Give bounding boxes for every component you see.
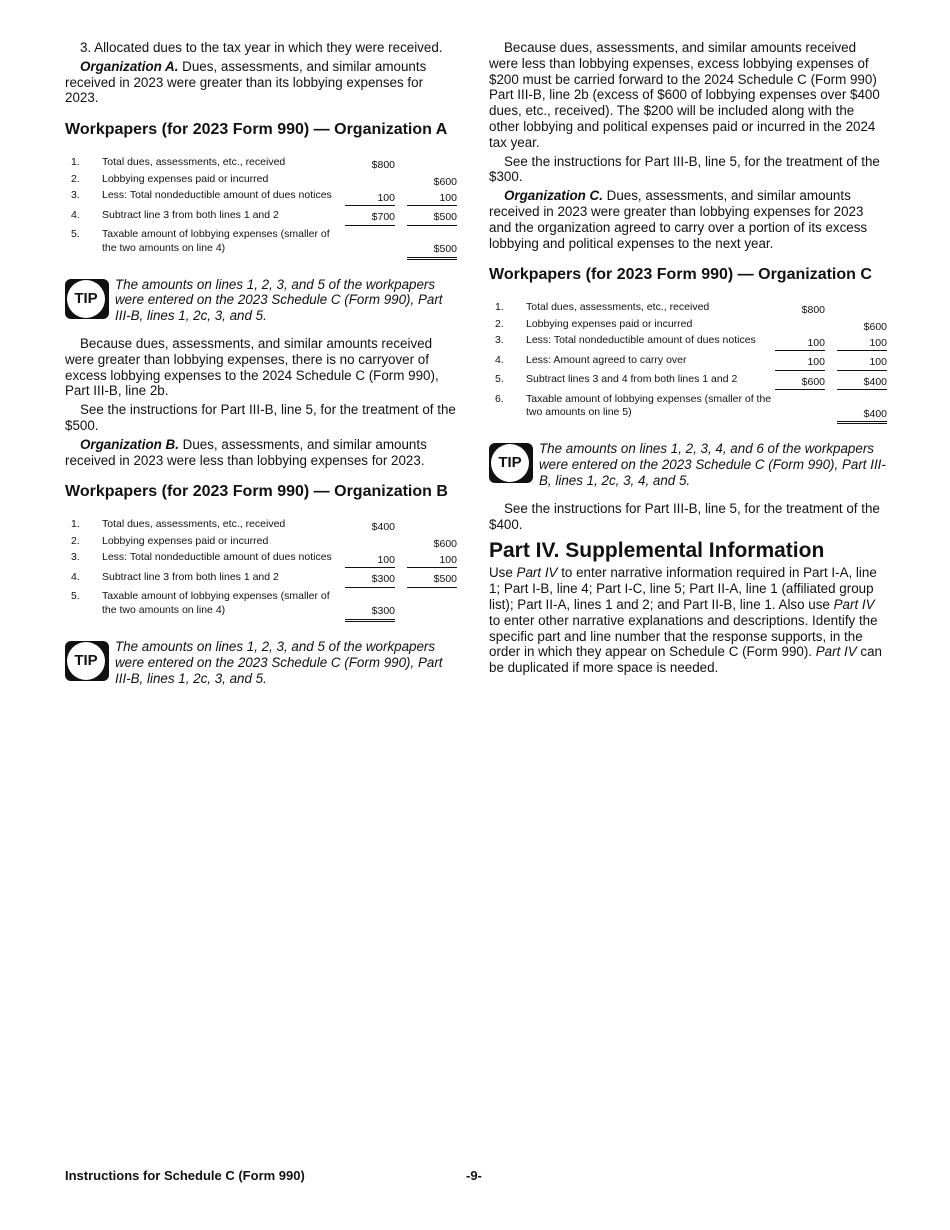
- excess-carryforward-paragraph: Because dues, assessments, and similar amounts received were less than lobbying expenses, excess lobbying expenses of $200 must be carried forward to the 2024 Schedule C (Form 990) Part III-B, line 2b (excess of $600 of lobbying expenses over $400 dues, etc., received). The $200 will be included along with the other lobbying and political expenses paid or incurred in the 2024 tax year.: [489, 40, 880, 150]
- line-description: Less: Amount agreed to carry over: [526, 353, 687, 366]
- amount-col1: $400: [371, 521, 395, 534]
- amount-col1: 100: [345, 551, 395, 568]
- line-description: Subtract line 3 from both lines 1 and 2: [102, 208, 279, 221]
- table-row: [489, 318, 887, 335]
- workpapers-c-table: [489, 301, 887, 424]
- line-description: Subtract line 3 from both lines 1 and 2: [102, 570, 279, 583]
- line-number: 2.: [71, 534, 80, 547]
- line-description: Less: Total nondeductible amount of dues notices: [526, 334, 756, 347]
- part-iv-paragraph: [489, 565, 887, 676]
- org-b-label: Organization B.: [80, 436, 179, 452]
- part-iv-text: Use: [489, 565, 517, 581]
- amount-col1: 100: [345, 189, 395, 206]
- part-iv-ref: Part IV: [815, 644, 857, 660]
- org-b-text: Dues, assessments, and similar amounts received in 2023 were less than lobbying expenses for 2023.: [65, 436, 427, 468]
- table-row: [65, 225, 457, 258]
- amount-col1: $300: [345, 587, 395, 620]
- tip-icon: [489, 443, 533, 483]
- tip-box-b: [65, 639, 457, 686]
- see-instructions-c: See the instructions for Part III-B, line 5, for the treatment of the $400.: [489, 500, 880, 532]
- line-number: 5.: [71, 228, 80, 241]
- line-description: Less: Total nondeductible amount of dues notices: [102, 551, 332, 564]
- part-iv-text: to enter other narrative explanations and descriptions. Identify the specific part and line number that the response supports, in the order in which they appear on Schedule C (Form 990).: [489, 612, 878, 660]
- org-a-paragraph: [65, 59, 457, 106]
- line-number: 4.: [71, 570, 80, 583]
- amount-col2: $600: [433, 175, 457, 188]
- workpapers-b-table: [65, 518, 457, 622]
- amount-col1: 100: [775, 334, 825, 351]
- tip-icon: [65, 641, 109, 681]
- amount-col2: $500: [407, 568, 457, 588]
- org-c-label: Organization C.: [504, 188, 603, 204]
- table-row: [65, 551, 457, 568]
- table-row: [65, 173, 457, 190]
- amount-col1: [345, 535, 395, 552]
- line-description: Lobbying expenses paid or incurred: [526, 317, 693, 330]
- org-b-paragraph: [65, 437, 457, 469]
- org-c-paragraph: [489, 188, 887, 251]
- part-iv-text: can be duplicated if more space is needed.: [489, 644, 882, 676]
- line-number: 3.: [71, 551, 80, 564]
- right-column: [489, 40, 887, 679]
- left-column: [65, 40, 457, 698]
- amount-col1: $800: [801, 304, 825, 317]
- page-number: -9-: [466, 1168, 482, 1183]
- amount-col1: [775, 318, 825, 335]
- tip-text: The amounts on lines 1, 2, 3, and 5 of the workpapers were entered on the 2023 Schedule C (Form 990), Part III-B, lines 1, 2c, 3, and 5.: [115, 638, 443, 686]
- line-number: 5.: [71, 590, 80, 603]
- amount-col1: $700: [345, 206, 395, 226]
- line-number: 2.: [495, 317, 504, 330]
- see-instructions-b: See the instructions for Part III-B, line 5, for the treatment of the $300.: [489, 153, 880, 185]
- amount-col2: [837, 301, 887, 318]
- amount-col1: $300: [345, 568, 395, 588]
- line-description: Lobbying expenses paid or incurred: [102, 534, 269, 547]
- line-description: Subtract lines 3 and 4 from both lines 1 and 2: [526, 373, 738, 386]
- line-number: 4.: [495, 353, 504, 366]
- table-row: [489, 370, 887, 390]
- amount-col2: 100: [837, 334, 887, 351]
- allocated-dues-item: 3. Allocated dues to the tax year in which they were received.: [80, 40, 443, 55]
- org-c-text: Dues, assessments, and similar amounts received in 2023 were greater than lobbying expenses for 2023 and the organization agreed to carry over a portion of its excess lobbying and political expenses to the next year.: [489, 188, 868, 251]
- line-description: Total dues, assessments, etc., received: [102, 156, 286, 169]
- footer-title: Instructions for Schedule C (Form 990): [65, 1168, 305, 1183]
- amount-col2: [407, 587, 457, 620]
- carryover-paragraph: Because dues, assessments, and similar amounts received were greater than lobbying expenses, there is no carryover of excess lobbying expenses to the 2024 Schedule C (Form 990), Part III-B, line 2b.: [65, 336, 439, 399]
- line-number: 4.: [71, 208, 80, 221]
- line-number: 3.: [71, 189, 80, 202]
- line-description: Total dues, assessments, etc., received: [526, 301, 710, 314]
- table-row: [489, 351, 887, 371]
- part-iv-text: to enter narrative information required in Part I-A, line 1; Part I-B, line 4; Part I-C, line 5; Part II-A, line 1 (affiliated group list); Part II-A, lines 1 and 2; and Part II-B, line 1. Also use: [489, 565, 877, 612]
- org-a-label: Organization A.: [80, 58, 179, 74]
- tip-box-c: [489, 441, 887, 488]
- table-row: [65, 518, 457, 535]
- line-description: Taxable amount of lobbying expenses (smaller of the two amounts on line 4): [102, 590, 330, 616]
- tip-icon-label: TIP: [67, 642, 105, 680]
- amount-col2: [407, 518, 457, 535]
- line-description: Total dues, assessments, etc., received: [102, 518, 286, 531]
- table-row: [65, 568, 457, 588]
- line-number: 1.: [71, 156, 80, 169]
- line-description: Taxable amount of lobbying expenses (smaller of the two amounts on line 4): [102, 228, 330, 254]
- table-row: [65, 535, 457, 552]
- tip-icon-label: TIP: [491, 444, 529, 482]
- table-row: [65, 206, 457, 226]
- amount-col1: [345, 173, 395, 190]
- part-iv-heading: Part IV. Supplemental Information: [489, 539, 825, 563]
- amount-col2: $600: [433, 537, 457, 550]
- workpapers-a-heading: Workpapers (for 2023 Form 990) — Organization A: [65, 121, 448, 139]
- line-description: Lobbying expenses paid or incurred: [102, 172, 269, 185]
- table-row: [489, 390, 887, 423]
- part-iv-ref: Part IV: [516, 565, 558, 581]
- table-row: [65, 156, 457, 173]
- amount-col1: [345, 225, 395, 258]
- amount-col1: $800: [371, 159, 395, 172]
- org-a-text: Dues, assessments, and similar amounts received in 2023 were greater than its lobbying expenses for 2023.: [65, 58, 427, 106]
- amount-col2: 100: [407, 189, 457, 206]
- amount-col2: $400: [837, 370, 887, 390]
- tip-text: The amounts on lines 1, 2, 3, 4, and 6 of the workpapers were entered on the 2023 Schedule C (Form 990), Part III-B, lines 1, 2c, 3, 4, and 5.: [539, 441, 886, 488]
- workpapers-c-heading: Workpapers (for 2023 Form 990) — Organization C: [489, 266, 872, 284]
- line-number: 3.: [495, 334, 504, 347]
- line-number: 6.: [495, 392, 504, 405]
- amount-col2: $500: [407, 225, 457, 258]
- line-number: 1.: [495, 301, 504, 314]
- line-number: 1.: [71, 518, 80, 531]
- line-description: Less: Total nondeductible amount of dues notices: [102, 189, 332, 202]
- amount-col2: $500: [407, 206, 457, 226]
- amount-col1: [775, 390, 825, 423]
- amount-col2: 100: [407, 551, 457, 568]
- tip-icon: [65, 279, 109, 319]
- amount-col1: 100: [775, 351, 825, 371]
- amount-col2: [407, 156, 457, 173]
- table-row: [489, 334, 887, 351]
- tip-text: The amounts on lines 1, 2, 3, and 5 of the workpapers were entered on the 2023 Schedule C (Form 990), Part III-B, lines 1, 2c, 3, and 5.: [115, 276, 443, 324]
- table-row: [489, 301, 887, 318]
- workpapers-a-table: [65, 156, 457, 260]
- tip-box-a: [65, 277, 457, 324]
- workpapers-b-heading: Workpapers (for 2023 Form 990) — Organization B: [65, 483, 448, 501]
- table-row: [65, 587, 457, 620]
- part-iv-ref: Part IV: [833, 596, 875, 612]
- amount-col1: $600: [775, 370, 825, 390]
- amount-col2: $400: [837, 390, 887, 423]
- see-instructions-a: See the instructions for Part III-B, line 5, for the treatment of the $500.: [65, 402, 456, 434]
- line-description: Taxable amount of lobbying expenses (smaller of the two amounts on line 5): [526, 392, 772, 419]
- table-row: [65, 189, 457, 206]
- amount-col2: 100: [837, 351, 887, 371]
- amount-col2: $600: [863, 320, 887, 333]
- line-number: 5.: [495, 373, 504, 386]
- line-number: 2.: [71, 172, 80, 185]
- tip-icon-label: TIP: [67, 280, 105, 318]
